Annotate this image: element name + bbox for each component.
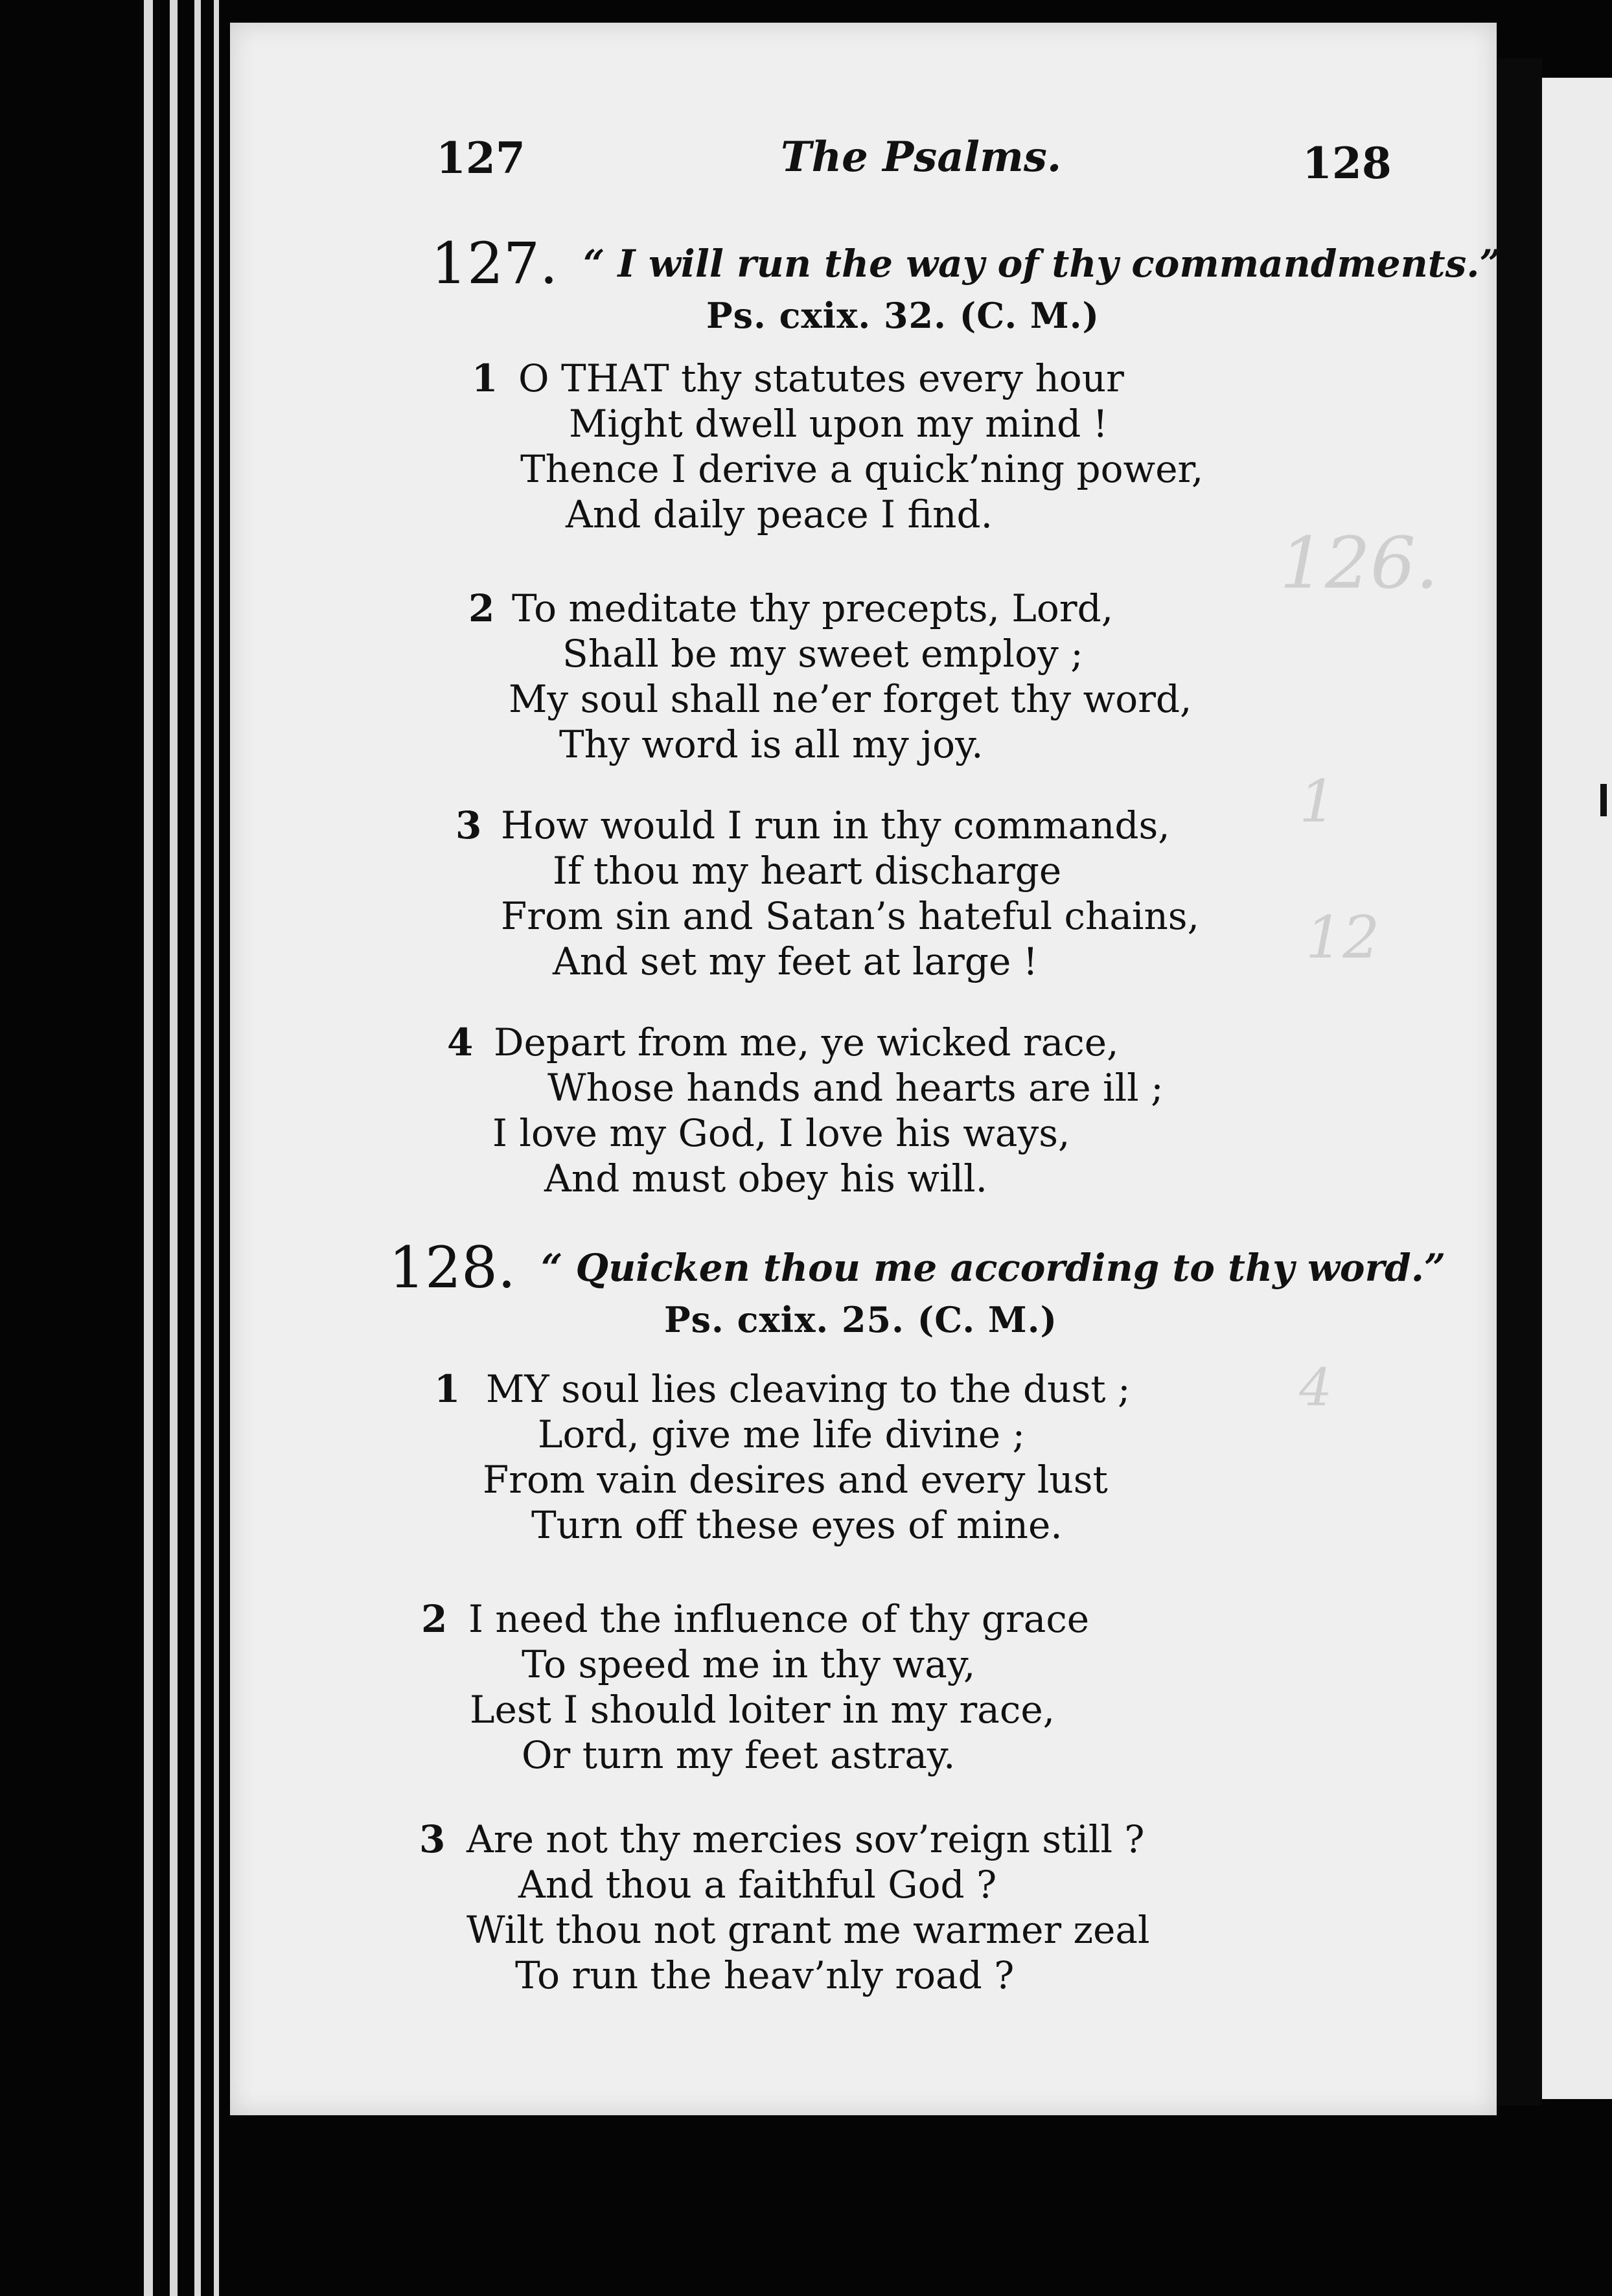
page-gutter xyxy=(1497,58,1542,2106)
verse-line: O THAT thy statutes every hour xyxy=(518,356,1124,400)
show-through: 12 xyxy=(1306,904,1380,972)
verse-line: I need the influence of thy grace xyxy=(468,1597,1090,1641)
verse-number: 4 xyxy=(447,1020,474,1064)
book-page xyxy=(230,23,1501,2115)
verse-line: To speed me in thy way, xyxy=(522,1642,976,1686)
verse-line: To run the heav’nly road ? xyxy=(515,1953,1015,1997)
verse-line: MY soul lies cleaving to the dust ; xyxy=(486,1367,1131,1411)
verse-number: 1 xyxy=(434,1367,461,1411)
verse-line: Thy word is all my joy. xyxy=(559,722,984,766)
psalm-number: 128. xyxy=(389,1234,516,1301)
print-mark xyxy=(1600,784,1607,816)
running-header xyxy=(230,133,1497,189)
verse-line: From vain desires and every lust xyxy=(483,1458,1108,1502)
verse-line: From sin and Satan’s hateful chains, xyxy=(501,894,1200,938)
psalm-epigraph: “ I will run the way of thy commandments.” xyxy=(583,242,1501,286)
verse-line: Turn off these eyes of mine. xyxy=(531,1503,1063,1547)
psalm-reference: Ps. cxix. 32. (C. M.) xyxy=(706,295,1100,336)
verse-line: My soul shall ne’er forget thy word, xyxy=(509,677,1192,721)
spine-band xyxy=(194,0,201,2296)
show-through: 4 xyxy=(1299,1357,1332,1418)
show-through: 1 xyxy=(1299,768,1337,836)
verse-number: 2 xyxy=(421,1597,448,1641)
psalm-number: 127. xyxy=(431,230,558,297)
verse-line: Shall be my sweet employ ; xyxy=(562,632,1083,676)
facing-page-edge xyxy=(1542,78,1612,2099)
verse-line: Or turn my feet astray. xyxy=(522,1733,956,1777)
verse-line: How would I run in thy commands, xyxy=(501,803,1170,847)
running-title: The Psalms. xyxy=(781,133,1062,181)
verse-line: To meditate thy precepts, Lord, xyxy=(512,586,1114,630)
verse-line: Lest I should loiter in my race, xyxy=(470,1688,1055,1732)
spine-band xyxy=(214,0,219,2296)
verse-line: Lord, give me life divine ; xyxy=(538,1412,1026,1456)
verse-number: 3 xyxy=(455,803,482,847)
psalm-epigraph: “ Quicken thou me according to thy word.” xyxy=(541,1246,1446,1290)
verse-number: 2 xyxy=(468,586,495,630)
verse-number: 1 xyxy=(472,356,498,400)
spine-band xyxy=(170,0,178,2296)
verse-line: Wilt thou not grant me warmer zeal xyxy=(466,1908,1150,1952)
verse-line: If thou my heart discharge xyxy=(553,849,1062,893)
verse-line: Whose hands and hearts are ill ; xyxy=(547,1066,1164,1110)
verse-line: Might dwell upon my mind ! xyxy=(569,402,1108,446)
right-page-number: 128 xyxy=(1302,138,1392,189)
left-page-number: 127 xyxy=(436,133,525,183)
verse-line: And must obey his will. xyxy=(544,1156,988,1200)
verse-line: Depart from me, ye wicked race, xyxy=(494,1020,1119,1064)
show-through: 126. xyxy=(1280,522,1438,604)
verse-line: And thou a faithful God ? xyxy=(518,1863,997,1907)
verse-line: And daily peace I find. xyxy=(566,492,993,536)
spine-band xyxy=(144,0,153,2296)
verse-number: 3 xyxy=(419,1817,446,1861)
verse-line: And set my feet at large ! xyxy=(553,939,1039,983)
verse-line: I love my God, I love his ways, xyxy=(492,1111,1070,1155)
verse-line: Thence I derive a quick’ning power, xyxy=(520,447,1204,491)
verse-line: Are not thy mercies sov’reign still ? xyxy=(466,1817,1145,1861)
psalm-reference: Ps. cxix. 25. (C. M.) xyxy=(664,1299,1058,1340)
